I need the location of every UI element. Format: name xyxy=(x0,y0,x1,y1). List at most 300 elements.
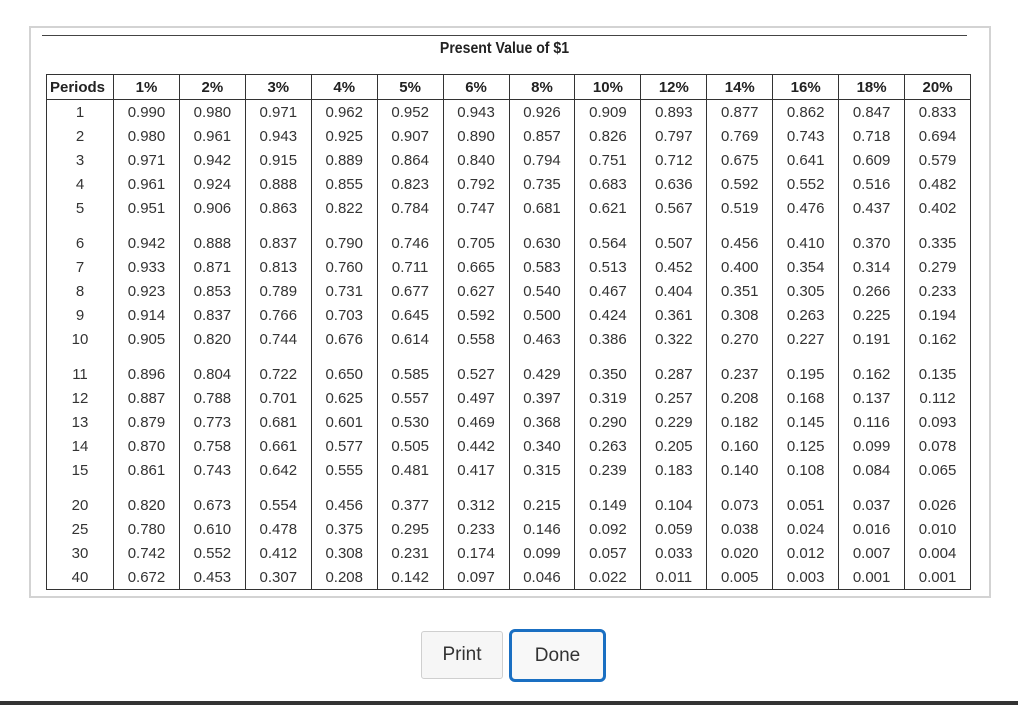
value-cell: 0.579 xyxy=(905,148,971,172)
value-cell: 0.229 xyxy=(641,410,707,434)
value-cell: 0.641 xyxy=(773,148,839,172)
value-cell: 0.564 xyxy=(575,220,641,255)
value-cell: 0.887 xyxy=(114,386,180,410)
period-cell: 2 xyxy=(47,124,114,148)
value-cell: 0.943 xyxy=(245,124,311,148)
value-cell: 0.907 xyxy=(377,124,443,148)
value-cell: 0.456 xyxy=(707,220,773,255)
value-cell: 0.915 xyxy=(245,148,311,172)
value-cell: 0.195 xyxy=(773,351,839,386)
value-cell: 0.792 xyxy=(443,172,509,196)
value-cell: 0.601 xyxy=(311,410,377,434)
value-cell: 0.540 xyxy=(509,279,575,303)
value-cell: 0.990 xyxy=(114,100,180,125)
value-cell: 0.516 xyxy=(839,172,905,196)
value-cell: 0.456 xyxy=(311,482,377,517)
header-row xyxy=(47,75,971,100)
value-cell: 0.099 xyxy=(839,434,905,458)
table-title: Present Value of $1 xyxy=(439,40,570,57)
value-cell: 0.701 xyxy=(245,386,311,410)
value-cell: 0.681 xyxy=(509,196,575,220)
value-cell: 0.003 xyxy=(773,565,839,590)
value-cell: 0.797 xyxy=(641,124,707,148)
value-cell: 0.099 xyxy=(509,541,575,565)
value-cell: 0.769 xyxy=(707,124,773,148)
value-cell: 0.703 xyxy=(311,303,377,327)
value-cell: 0.368 xyxy=(509,410,575,434)
value-cell: 0.925 xyxy=(311,124,377,148)
value-cell: 0.766 xyxy=(245,303,311,327)
value-cell: 0.481 xyxy=(377,458,443,482)
value-cell: 0.295 xyxy=(377,517,443,541)
value-cell: 0.011 xyxy=(641,565,707,590)
value-cell: 0.033 xyxy=(641,541,707,565)
value-cell: 0.424 xyxy=(575,303,641,327)
value-cell: 0.905 xyxy=(114,327,180,351)
value-cell: 0.840 xyxy=(443,148,509,172)
value-cell: 0.826 xyxy=(575,124,641,148)
value-cell: 0.673 xyxy=(179,482,245,517)
value-cell: 0.718 xyxy=(839,124,905,148)
table-row xyxy=(47,482,971,517)
value-cell: 0.308 xyxy=(707,303,773,327)
value-cell: 0.952 xyxy=(377,100,443,125)
periods-header: Periods xyxy=(47,75,114,100)
period-cell: 20 xyxy=(47,482,114,517)
period-cell: 15 xyxy=(47,458,114,482)
value-cell: 0.263 xyxy=(773,303,839,327)
value-cell: 0.888 xyxy=(179,220,245,255)
value-cell: 0.857 xyxy=(509,124,575,148)
value-cell: 0.452 xyxy=(641,255,707,279)
rate-header: 2% xyxy=(179,75,245,100)
value-cell: 0.370 xyxy=(839,220,905,255)
table-row xyxy=(47,351,971,386)
value-cell: 0.290 xyxy=(575,410,641,434)
value-cell: 0.065 xyxy=(905,458,971,482)
value-cell: 0.961 xyxy=(179,124,245,148)
rate-header: 8% xyxy=(509,75,575,100)
value-cell: 0.208 xyxy=(707,386,773,410)
table-row xyxy=(47,565,971,590)
value-cell: 0.417 xyxy=(443,458,509,482)
value-cell: 0.016 xyxy=(839,517,905,541)
value-cell: 0.889 xyxy=(311,148,377,172)
value-cell: 0.743 xyxy=(773,124,839,148)
value-cell: 0.022 xyxy=(575,565,641,590)
value-cell: 0.555 xyxy=(311,458,377,482)
value-cell: 0.350 xyxy=(575,351,641,386)
value-cell: 0.676 xyxy=(311,327,377,351)
value-cell: 0.026 xyxy=(905,482,971,517)
value-cell: 0.404 xyxy=(641,279,707,303)
value-cell: 0.225 xyxy=(839,303,905,327)
table-row xyxy=(47,303,971,327)
value-cell: 0.361 xyxy=(641,303,707,327)
value-cell: 0.005 xyxy=(707,565,773,590)
value-cell: 0.183 xyxy=(641,458,707,482)
period-cell: 9 xyxy=(47,303,114,327)
value-cell: 0.314 xyxy=(839,255,905,279)
rate-header: 14% xyxy=(707,75,773,100)
value-cell: 0.621 xyxy=(575,196,641,220)
value-cell: 0.001 xyxy=(905,565,971,590)
value-cell: 0.847 xyxy=(839,100,905,125)
value-cell: 0.112 xyxy=(905,386,971,410)
value-cell: 0.877 xyxy=(707,100,773,125)
value-cell: 0.583 xyxy=(509,255,575,279)
value-cell: 0.558 xyxy=(443,327,509,351)
value-cell: 0.093 xyxy=(905,410,971,434)
value-cell: 0.926 xyxy=(509,100,575,125)
value-cell: 0.751 xyxy=(575,148,641,172)
value-cell: 0.592 xyxy=(443,303,509,327)
print-button[interactable]: Print xyxy=(421,631,503,679)
value-cell: 0.942 xyxy=(179,148,245,172)
value-cell: 0.097 xyxy=(443,565,509,590)
value-cell: 0.672 xyxy=(114,565,180,590)
rate-header: 5% xyxy=(377,75,443,100)
value-cell: 0.804 xyxy=(179,351,245,386)
table-row xyxy=(47,517,971,541)
value-cell: 0.924 xyxy=(179,172,245,196)
rate-header: 16% xyxy=(773,75,839,100)
value-cell: 0.137 xyxy=(839,386,905,410)
table-row xyxy=(47,124,971,148)
value-cell: 0.744 xyxy=(245,327,311,351)
period-cell: 11 xyxy=(47,351,114,386)
value-cell: 0.627 xyxy=(443,279,509,303)
value-cell: 0.645 xyxy=(377,303,443,327)
table-body xyxy=(47,100,971,590)
period-cell: 25 xyxy=(47,517,114,541)
value-cell: 0.677 xyxy=(377,279,443,303)
value-cell: 0.505 xyxy=(377,434,443,458)
value-cell: 0.174 xyxy=(443,541,509,565)
period-cell: 10 xyxy=(47,327,114,351)
value-cell: 0.675 xyxy=(707,148,773,172)
value-cell: 0.037 xyxy=(839,482,905,517)
value-cell: 0.402 xyxy=(905,196,971,220)
value-cell: 0.500 xyxy=(509,303,575,327)
value-cell: 0.257 xyxy=(641,386,707,410)
bottom-divider xyxy=(0,701,1018,705)
value-cell: 0.683 xyxy=(575,172,641,196)
value-cell: 0.890 xyxy=(443,124,509,148)
rate-header: 10% xyxy=(575,75,641,100)
value-cell: 0.233 xyxy=(443,517,509,541)
value-cell: 0.636 xyxy=(641,172,707,196)
value-cell: 0.661 xyxy=(245,434,311,458)
value-cell: 0.308 xyxy=(311,541,377,565)
value-cell: 0.853 xyxy=(179,279,245,303)
value-cell: 0.855 xyxy=(311,172,377,196)
value-cell: 0.478 xyxy=(245,517,311,541)
value-cell: 0.864 xyxy=(377,148,443,172)
table-row xyxy=(47,220,971,255)
value-cell: 0.742 xyxy=(114,541,180,565)
value-cell: 0.140 xyxy=(707,458,773,482)
value-cell: 0.322 xyxy=(641,327,707,351)
value-cell: 0.092 xyxy=(575,517,641,541)
value-cell: 0.567 xyxy=(641,196,707,220)
value-cell: 0.182 xyxy=(707,410,773,434)
table-row xyxy=(47,196,971,220)
value-cell: 0.773 xyxy=(179,410,245,434)
value-cell: 0.552 xyxy=(773,172,839,196)
rate-header: 6% xyxy=(443,75,509,100)
table-row xyxy=(47,458,971,482)
table-row xyxy=(47,410,971,434)
value-cell: 0.557 xyxy=(377,386,443,410)
value-cell: 0.650 xyxy=(311,351,377,386)
value-cell: 0.497 xyxy=(443,386,509,410)
value-cell: 0.231 xyxy=(377,541,443,565)
value-cell: 0.279 xyxy=(905,255,971,279)
value-cell: 0.305 xyxy=(773,279,839,303)
table-panel xyxy=(29,26,991,598)
value-cell: 0.146 xyxy=(509,517,575,541)
value-cell: 0.233 xyxy=(905,279,971,303)
value-cell: 0.335 xyxy=(905,220,971,255)
value-cell: 0.614 xyxy=(377,327,443,351)
value-cell: 0.871 xyxy=(179,255,245,279)
present-value-table xyxy=(46,74,971,590)
table-row xyxy=(47,541,971,565)
value-cell: 0.024 xyxy=(773,517,839,541)
value-cell: 0.789 xyxy=(245,279,311,303)
value-cell: 0.888 xyxy=(245,172,311,196)
period-cell: 5 xyxy=(47,196,114,220)
value-cell: 0.923 xyxy=(114,279,180,303)
value-cell: 0.610 xyxy=(179,517,245,541)
value-cell: 0.790 xyxy=(311,220,377,255)
value-cell: 0.467 xyxy=(575,279,641,303)
value-cell: 0.961 xyxy=(114,172,180,196)
value-cell: 0.962 xyxy=(311,100,377,125)
value-cell: 0.870 xyxy=(114,434,180,458)
period-cell: 12 xyxy=(47,386,114,410)
value-cell: 0.513 xyxy=(575,255,641,279)
value-cell: 0.375 xyxy=(311,517,377,541)
value-cell: 0.896 xyxy=(114,351,180,386)
value-cell: 0.104 xyxy=(641,482,707,517)
value-cell: 0.942 xyxy=(114,220,180,255)
period-cell: 8 xyxy=(47,279,114,303)
value-cell: 0.149 xyxy=(575,482,641,517)
period-cell: 4 xyxy=(47,172,114,196)
rate-header: 12% xyxy=(641,75,707,100)
value-cell: 0.642 xyxy=(245,458,311,482)
value-cell: 0.879 xyxy=(114,410,180,434)
value-cell: 0.142 xyxy=(377,565,443,590)
value-cell: 0.227 xyxy=(773,327,839,351)
title-rule xyxy=(42,35,967,36)
value-cell: 0.437 xyxy=(839,196,905,220)
rate-header: 4% xyxy=(311,75,377,100)
period-cell: 30 xyxy=(47,541,114,565)
value-cell: 0.906 xyxy=(179,196,245,220)
value-cell: 0.914 xyxy=(114,303,180,327)
value-cell: 0.239 xyxy=(575,458,641,482)
value-cell: 0.208 xyxy=(311,565,377,590)
value-cell: 0.168 xyxy=(773,386,839,410)
table-row xyxy=(47,148,971,172)
value-cell: 0.681 xyxy=(245,410,311,434)
value-cell: 0.552 xyxy=(179,541,245,565)
rate-header: 1% xyxy=(114,75,180,100)
value-cell: 0.893 xyxy=(641,100,707,125)
value-cell: 0.746 xyxy=(377,220,443,255)
value-cell: 0.476 xyxy=(773,196,839,220)
value-cell: 0.315 xyxy=(509,458,575,482)
value-cell: 0.319 xyxy=(575,386,641,410)
rate-header: 18% xyxy=(839,75,905,100)
value-cell: 0.609 xyxy=(839,148,905,172)
period-cell: 14 xyxy=(47,434,114,458)
value-cell: 0.412 xyxy=(245,541,311,565)
value-cell: 0.694 xyxy=(905,124,971,148)
value-cell: 0.780 xyxy=(114,517,180,541)
value-cell: 0.705 xyxy=(443,220,509,255)
period-cell: 40 xyxy=(47,565,114,590)
value-cell: 0.482 xyxy=(905,172,971,196)
value-cell: 0.469 xyxy=(443,410,509,434)
table-row xyxy=(47,434,971,458)
value-cell: 0.073 xyxy=(707,482,773,517)
value-cell: 0.794 xyxy=(509,148,575,172)
value-cell: 0.135 xyxy=(905,351,971,386)
value-cell: 0.747 xyxy=(443,196,509,220)
value-cell: 0.577 xyxy=(311,434,377,458)
value-cell: 0.712 xyxy=(641,148,707,172)
period-cell: 1 xyxy=(47,100,114,125)
value-cell: 0.980 xyxy=(179,100,245,125)
value-cell: 0.630 xyxy=(509,220,575,255)
value-cell: 0.971 xyxy=(114,148,180,172)
value-cell: 0.822 xyxy=(311,196,377,220)
value-cell: 0.861 xyxy=(114,458,180,482)
period-cell: 6 xyxy=(47,220,114,255)
value-cell: 0.507 xyxy=(641,220,707,255)
value-cell: 0.012 xyxy=(773,541,839,565)
value-cell: 0.125 xyxy=(773,434,839,458)
value-cell: 0.625 xyxy=(311,386,377,410)
value-cell: 0.351 xyxy=(707,279,773,303)
value-cell: 0.665 xyxy=(443,255,509,279)
period-cell: 7 xyxy=(47,255,114,279)
value-cell: 0.051 xyxy=(773,482,839,517)
value-cell: 0.307 xyxy=(245,565,311,590)
value-cell: 0.527 xyxy=(443,351,509,386)
value-cell: 0.731 xyxy=(311,279,377,303)
value-cell: 0.554 xyxy=(245,482,311,517)
value-cell: 0.788 xyxy=(179,386,245,410)
value-cell: 0.820 xyxy=(114,482,180,517)
value-cell: 0.377 xyxy=(377,482,443,517)
value-cell: 0.007 xyxy=(839,541,905,565)
done-button[interactable]: Done xyxy=(509,629,606,682)
value-cell: 0.592 xyxy=(707,172,773,196)
value-cell: 0.386 xyxy=(575,327,641,351)
value-cell: 0.354 xyxy=(773,255,839,279)
table-row xyxy=(47,172,971,196)
value-cell: 0.429 xyxy=(509,351,575,386)
value-cell: 0.735 xyxy=(509,172,575,196)
value-cell: 0.059 xyxy=(641,517,707,541)
table-row xyxy=(47,255,971,279)
value-cell: 0.833 xyxy=(905,100,971,125)
value-cell: 0.813 xyxy=(245,255,311,279)
value-cell: 0.585 xyxy=(377,351,443,386)
value-cell: 0.270 xyxy=(707,327,773,351)
value-cell: 0.837 xyxy=(245,220,311,255)
value-cell: 0.397 xyxy=(509,386,575,410)
table-row xyxy=(47,279,971,303)
value-cell: 0.971 xyxy=(245,100,311,125)
value-cell: 0.038 xyxy=(707,517,773,541)
value-cell: 0.205 xyxy=(641,434,707,458)
rate-header: 20% xyxy=(905,75,971,100)
value-cell: 0.711 xyxy=(377,255,443,279)
value-cell: 0.287 xyxy=(641,351,707,386)
value-cell: 0.837 xyxy=(179,303,245,327)
value-cell: 0.820 xyxy=(179,327,245,351)
value-cell: 0.784 xyxy=(377,196,443,220)
value-cell: 0.951 xyxy=(114,196,180,220)
value-cell: 0.084 xyxy=(839,458,905,482)
value-cell: 0.863 xyxy=(245,196,311,220)
value-cell: 0.862 xyxy=(773,100,839,125)
value-cell: 0.266 xyxy=(839,279,905,303)
period-cell: 3 xyxy=(47,148,114,172)
period-cell: 13 xyxy=(47,410,114,434)
table-row xyxy=(47,100,971,125)
value-cell: 0.530 xyxy=(377,410,443,434)
value-cell: 0.312 xyxy=(443,482,509,517)
value-cell: 0.010 xyxy=(905,517,971,541)
table-row xyxy=(47,327,971,351)
value-cell: 0.116 xyxy=(839,410,905,434)
value-cell: 0.162 xyxy=(839,351,905,386)
value-cell: 0.263 xyxy=(575,434,641,458)
value-cell: 0.400 xyxy=(707,255,773,279)
value-cell: 0.519 xyxy=(707,196,773,220)
value-cell: 0.943 xyxy=(443,100,509,125)
value-cell: 0.046 xyxy=(509,565,575,590)
value-cell: 0.160 xyxy=(707,434,773,458)
value-cell: 0.743 xyxy=(179,458,245,482)
value-cell: 0.823 xyxy=(377,172,443,196)
value-cell: 0.410 xyxy=(773,220,839,255)
value-cell: 0.020 xyxy=(707,541,773,565)
value-cell: 0.162 xyxy=(905,327,971,351)
value-cell: 0.722 xyxy=(245,351,311,386)
value-cell: 0.463 xyxy=(509,327,575,351)
value-cell: 0.108 xyxy=(773,458,839,482)
value-cell: 0.442 xyxy=(443,434,509,458)
value-cell: 0.933 xyxy=(114,255,180,279)
value-cell: 0.758 xyxy=(179,434,245,458)
value-cell: 0.194 xyxy=(905,303,971,327)
value-cell: 0.215 xyxy=(509,482,575,517)
value-cell: 0.980 xyxy=(114,124,180,148)
value-cell: 0.191 xyxy=(839,327,905,351)
value-cell: 0.001 xyxy=(839,565,905,590)
value-cell: 0.237 xyxy=(707,351,773,386)
value-cell: 0.909 xyxy=(575,100,641,125)
value-cell: 0.145 xyxy=(773,410,839,434)
